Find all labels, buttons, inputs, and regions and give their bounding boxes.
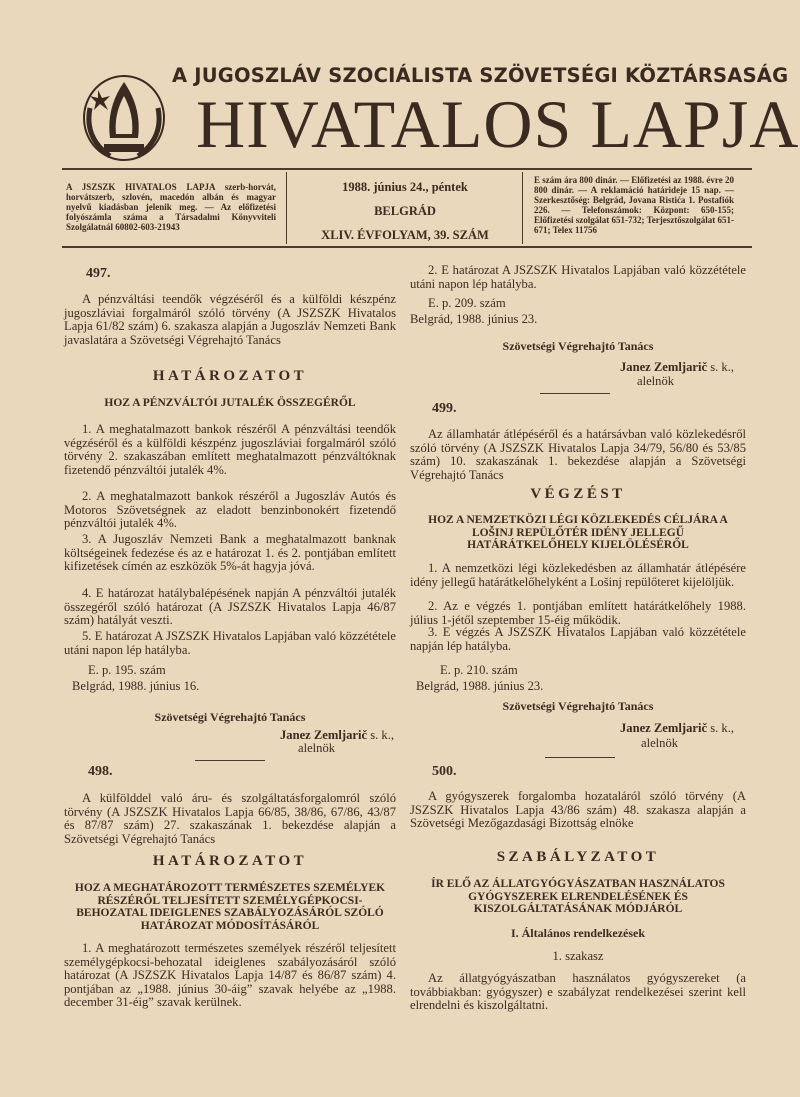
signer-name: Janez Zemljarič [619, 721, 708, 735]
republic-name: A JUGOSZLÁV SZOCIÁLISTA SZÖVETSÉGI KÖZTÁRSASÁG [172, 64, 789, 87]
reference-number: E. p. 195. szám [88, 663, 166, 677]
place-date: Belgrád, 1988. június 23. [416, 679, 544, 693]
decision-heading: HATÁROZATOT [152, 368, 308, 384]
header-divider [286, 172, 287, 244]
signer-name: Janez Zemljarič [619, 360, 708, 374]
publication-title: HIVATALOS LAPJA [196, 86, 800, 162]
paragraph: 2. E határozat A JSZSZK Hivatalos Lapjában való közzététele utáni napon lép hatályba. [410, 263, 746, 291]
section-separator [545, 757, 615, 758]
decision-heading: VÉGZÉST [530, 486, 626, 502]
paragraph: Az állatgyógyászatban használatos gyógyszereket (a továbbiakban: gyógyszer) e szabályzat rendelkezései szerint kell elrendelni és kiszolgáltatni. [410, 971, 746, 1013]
signer-suffix: s. k., [710, 360, 734, 374]
signature [410, 722, 734, 736]
paragraph: 1. A meghatározott természetes személyek részéről teljesített személygépkocsi-behozatal ideiglenes szabályozásáról szóló határozat (A JSZSZK Hivatalos Lapja 14/87 és 86/87 szám) 4. pontjában az „1988. június 30-áig” szavak helyébe az „1988. december 31-éig” szavak kerülnek. [64, 941, 396, 1010]
section-number: 499. [432, 401, 457, 416]
section-title: 1. szakasz [552, 949, 604, 963]
subscription-info: A JSZSZK HIVATALOS LAPJA szerb-horvát, horvátszerb, szlovén, macedón albán és magyar nyelvű kiadásban jelenik meg. — Az előfizetési folyószámla száma a Társadalmi Könyvviteli Szolgálatnál 60802-603-21943 [66, 182, 276, 232]
place-date: Belgrád, 1988. június 23. [410, 312, 538, 326]
issue-city: BELGRÁD [374, 204, 436, 218]
decision-subheading: HOZ A PÉNZVÁLTÓI JUTALÉK ÖSSZEGÉRŐL [104, 397, 356, 409]
signer-role: alelnök [637, 374, 675, 388]
paragraph: 2. A meghatalmazott bankok részéről a Jugoszláv Autós és Motoros Szövetségnek az eladott benzinbonokért fizetendő pénzváltói jutalék 4%. [64, 489, 396, 531]
signature [64, 729, 394, 743]
paragraph: 5. E határozat A JSZSZK Hivatalos Lapjában való közzététele utáni napon lép hatályba. [64, 629, 396, 657]
preamble: Az államhatár átlépéséről és a határsávban való közlekedésről szóló törvény (A JSZSZK Hivatalos Lapja 34/79, 56/80 és 53/85 szám) 10. szakaszának 1. bekezdése alapján a Szövetségi Végrehajtó Tanács [410, 427, 746, 482]
reference-number: E. p. 209. szám [428, 296, 506, 310]
paragraph: 1. A meghatalmazott bankok részéről A pénzváltási teendők végzéséről és a külföldi készpénz jugoszláviai forgalmáról szóló törvény 2. szakaszában említett meghatalmazott pénzváltóknak fizetendő pénzváltói jutalék 4%. [64, 422, 396, 477]
issue-volume: XLIV. ÉVFOLYAM, 39. SZÁM [321, 228, 489, 242]
reference-number: E. p. 210. szám [440, 663, 518, 677]
preamble: A pénzváltási teendők végzéséről és a külföldi készpénz jugoszláviai forgalmáról szóló törvény (A JSZSZK Hivatalos Lapja 61/82 szám) 6. szakasza alapján a Jugoszláv Nemzeti Bank javaslatára a Szövetségi Végrehajtó Tanács [64, 292, 396, 347]
preamble: A gyógyszerek forgalomba hozataláról szóló törvény (A JSZSZK Hivatalos Lapja 43/86 szám) 48. szakasza alapján a Szövetségi Mezőgazdasági Bizottság elnöke [410, 789, 746, 831]
signature [410, 361, 734, 375]
state-emblem-icon [80, 68, 168, 164]
signer-role: alelnök [641, 736, 679, 750]
section-separator [195, 760, 265, 761]
section-separator [540, 393, 610, 394]
paragraph: 4. E határozat hatálybalépésének napján A pénzváltói jutalék összegéről szóló határozat (A JSZSZK Hivatalos Lapja 46/87 szám) hatályát veszti. [64, 586, 396, 628]
rule-heading: SZABÁLYZATOT [496, 849, 660, 865]
issuing-body: Szövetségi Végrehajtó Tanács [502, 339, 654, 353]
issue-info [300, 180, 510, 252]
paragraph: 3. E végzés A JSZSZK Hivatalos Lapjában való közzététele napján lép hatályba. [410, 625, 746, 653]
paragraph: 3. A Jugoszláv Nemzeti Bank a meghatalmazott banknak költségeinek fedezése és az e határozat 1. és 2. pontjában említett kifizetések címén az eszközök 5%-át hagyja jóvá. [64, 532, 396, 574]
header-divider [522, 172, 523, 244]
preamble: A külfölddel való áru- és szolgáltatásforgalomról szóló törvény (A JSZSZK Hivatalos Lapja 66/85, 38/86, 67/86, 43/87 és 87/87 szám) 27. szakaszának 1. bekezdése alapján a Szövetségi Végrehajtó Tanács [64, 791, 396, 846]
chapter-title: I. Általános rendelkezések [510, 926, 646, 940]
rule-subheading: ÍR ELŐ AZ ÁLLATGYÓGYÁSZATBAN HASZNÁLATOS GYÓGYSZEREK ELRENDELÉSÉNEK ÉS KISZOLGÁLTATÁSÁNAK MÓDJÁRÓL [431, 878, 725, 915]
decision-heading: HATÁROZATOT [152, 853, 308, 869]
issue-date: 1988. június 24., péntek [342, 180, 468, 194]
decision-subheading: HOZ A MEGHATÁROZOTT TERMÉSZETES SZEMÉLYEK RÉSZÉRŐL TELJESÍTETT SZEMÉLYGÉPKOCSI-BEHOZATAL IDEIGLENES SZABÁLYOZÁSÁRÓL SZÓLÓ HATÁROZAT MÓDOSÍTÁSÁRÓL [74, 882, 386, 932]
paragraph: 1. A nemzetközi légi közlekedésben az államhatár átlépésére idény jellegű határátkelőhelyként a Lošinj repülőteret kijelöljük. [410, 561, 746, 589]
signer-name: Janez Zemljarič [279, 728, 368, 742]
section-number: 500. [432, 764, 457, 779]
place-date: Belgrád, 1988. június 16. [72, 679, 200, 693]
decision-subheading: HOZ A NEMZETKÖZI LÉGI KÖZLEKEDÉS CÉLJÁRA A LOŠINJ REPÜLŐTÉR IDÉNY JELLEGŰ HATÁRÁTKELŐHELY KIJELÖLÉSÉRŐL [428, 514, 728, 551]
price-contact-info: E szám ára 800 dinár. — Előfizetési az 1988. évre 20 800 dinár. — A reklamáció határideje 15 nap. — Szerkesztőség: Belgrád, Jovana Ristića 1. Postafiók 226. — Telefonszámok: Központ: 650-155; Előfizetési szolgálat 651-732; Terjesztőszolgálat 651-671; Telex 11756 [534, 175, 734, 235]
signer-suffix: s. k., [710, 721, 734, 735]
header-top-rule [62, 168, 752, 170]
section-number: 498. [88, 764, 113, 779]
issuing-body: Szövetségi Végrehajtó Tanács [502, 699, 654, 713]
signer-role: alelnök [298, 741, 336, 755]
issuing-body: Szövetségi Végrehajtó Tanács [154, 710, 306, 724]
section-number: 497. [86, 266, 111, 281]
signer-suffix: s. k., [370, 728, 394, 742]
paragraph: 2. Az e végzés 1. pontjában említett határátkelőhely 1988. július 1-jétől szeptember 15-éig működik. [410, 599, 746, 627]
